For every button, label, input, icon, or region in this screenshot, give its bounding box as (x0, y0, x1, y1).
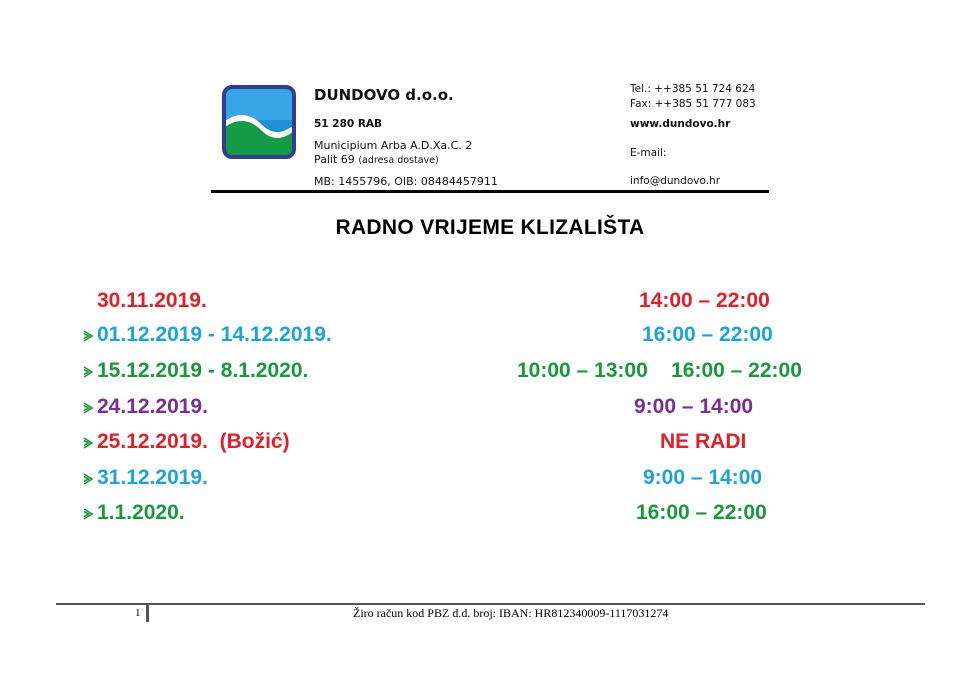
schedule-date: 25.12.2019. (Božić) (97, 430, 290, 453)
schedule-row (0, 428, 960, 458)
schedule-date: 01.12.2019 - 14.12.2019. (97, 323, 332, 346)
company-ids: MB: 1455796, OIB: 08484457911 (314, 175, 498, 188)
bank-account-info: Žiro račun kod PBZ d.d. broj: IBAN: HR812340009-1117031274 (353, 606, 669, 620)
page-number: 1 (135, 607, 141, 619)
delivery-note: (adresa dostave) (358, 155, 439, 166)
schedule-row (0, 393, 960, 423)
company-city: 51 280 RAB (314, 118, 383, 130)
arrow-bullet-icon (82, 437, 94, 449)
schedule-date: 24.12.2019. (97, 395, 208, 418)
schedule-row (0, 499, 960, 529)
footer-page-separator (146, 603, 149, 622)
schedule-time: 16:00 – 22:00 (636, 501, 767, 524)
schedule-time: 14:00 – 22:00 (639, 289, 770, 312)
company-street: Municipium Arba A.D.Xa.C. 2 (314, 139, 473, 152)
company-fax: Fax: ++385 51 777 083 (630, 98, 756, 110)
company-delivery-address: Palit 69 (adresa dostave) (314, 153, 439, 166)
schedule-time: 9:00 – 14:00 (634, 395, 754, 418)
schedule-row (0, 287, 960, 317)
arrow-bullet-icon (82, 330, 94, 342)
company-website[interactable]: www.dundovo.hr (630, 118, 731, 130)
company-name: DUNDOVO d.o.o. (314, 86, 454, 104)
arrow-bullet-icon (82, 402, 94, 414)
schedule-date: 30.11.2019. (97, 289, 207, 312)
company-logo (221, 84, 297, 160)
schedule-row (0, 357, 960, 387)
header-divider (211, 190, 769, 193)
company-tel: Tel.: ++385 51 724 624 (630, 83, 756, 95)
schedule-time: NE RADI (660, 430, 747, 453)
schedule-date: 15.12.2019 - 8.1.2020. (97, 359, 309, 382)
company-email[interactable]: info@dundovo.hr (630, 175, 721, 187)
company-email-label: E-mail: (630, 147, 667, 159)
schedule-time: 9:00 – 14:00 (643, 466, 763, 489)
schedule-row (0, 464, 960, 494)
arrow-bullet-icon (82, 366, 94, 378)
arrow-bullet-icon (82, 508, 94, 520)
schedule-date: 1.1.2020. (97, 501, 185, 524)
schedule-date: 31.12.2019. (97, 466, 208, 489)
schedule-row (0, 321, 960, 351)
footer-divider (56, 603, 925, 605)
schedule-time: 10:00 – 13:00 16:00 – 22:00 (517, 359, 802, 382)
arrow-bullet-icon (82, 473, 94, 485)
page-title: RADNO VRIJEME KLIZALIŠTA (335, 216, 645, 239)
schedule-time: 16:00 – 22:00 (642, 323, 773, 346)
